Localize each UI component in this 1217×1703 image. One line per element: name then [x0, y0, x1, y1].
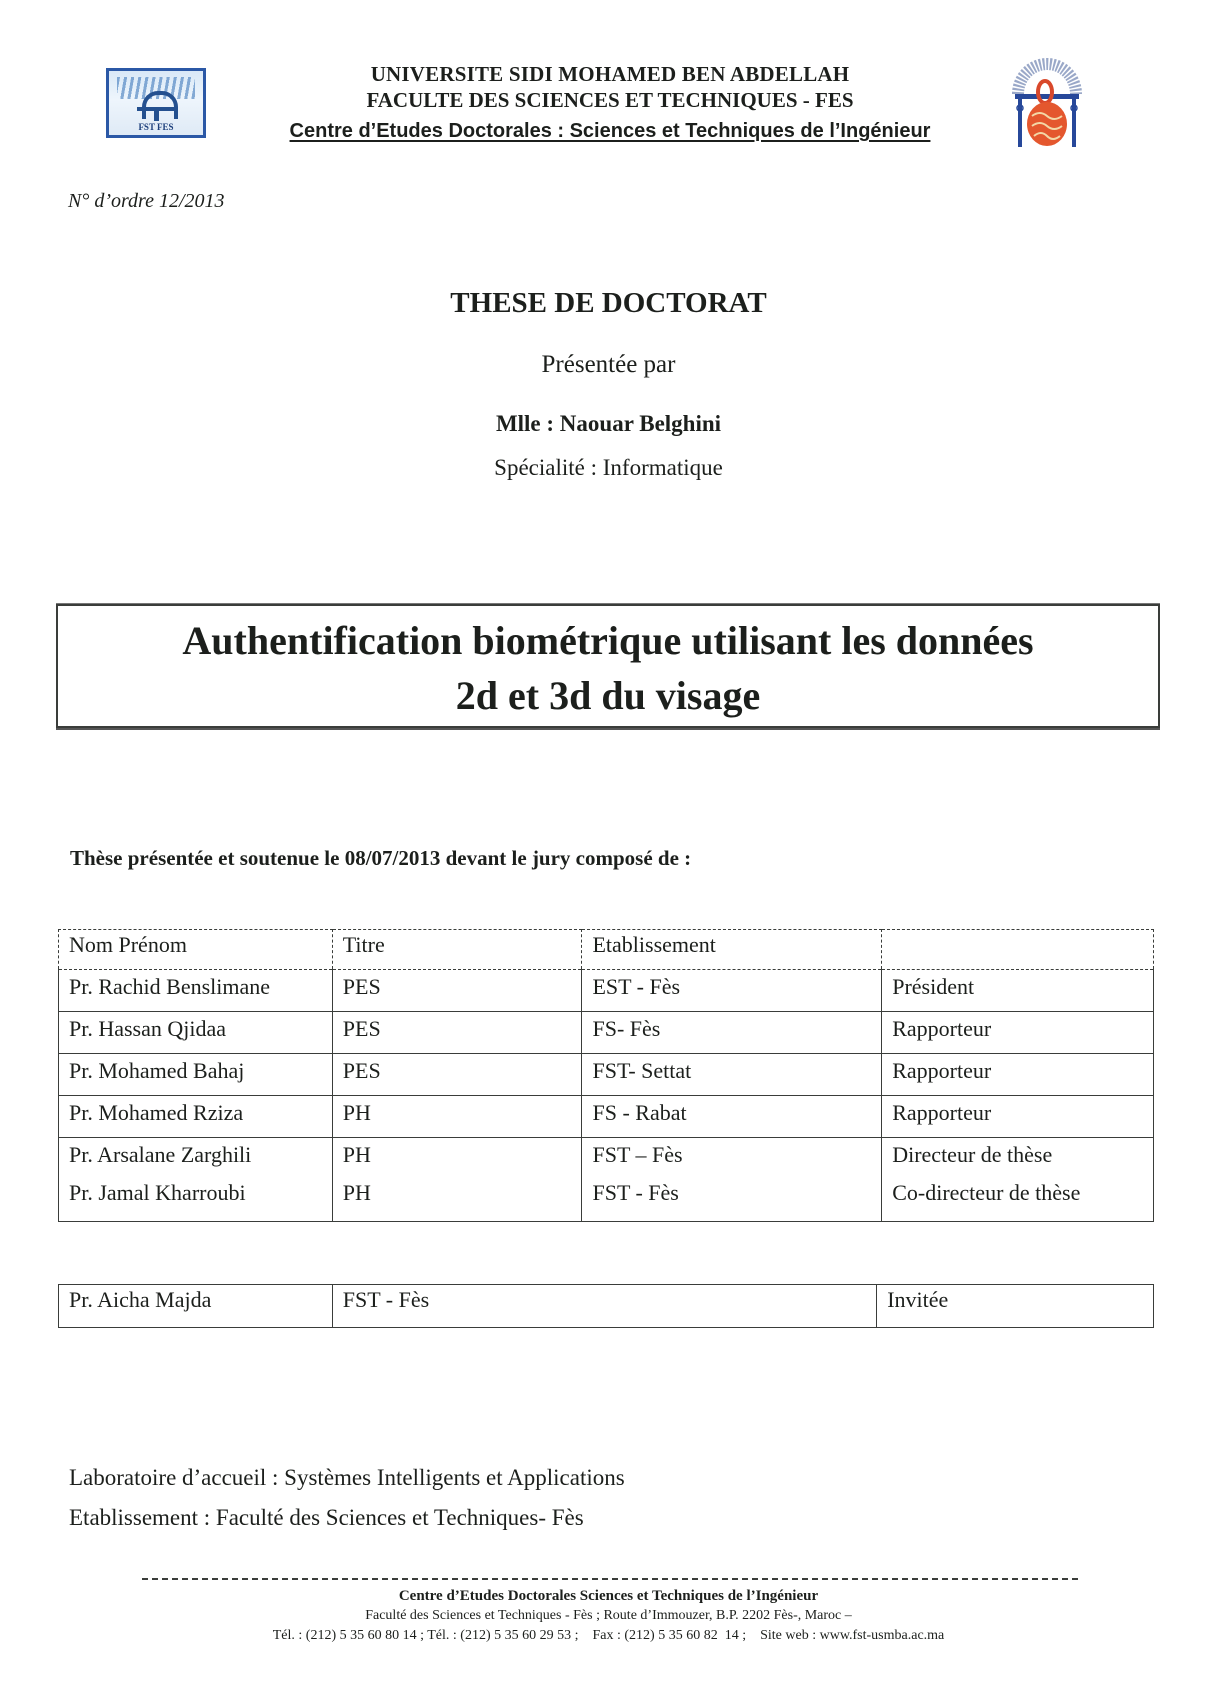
fst-fes-logo: [106, 68, 206, 138]
guest-role: Invitée: [877, 1285, 1154, 1328]
jury-title: PH: [332, 1138, 582, 1176]
jury-name: Pr. Rachid Benslimane: [59, 970, 333, 1012]
jury-table-header: [59, 930, 1154, 970]
header-title: Titre: [332, 930, 582, 970]
jury-name: Pr. Mohamed Rziza: [59, 1096, 333, 1138]
guest-table: [58, 1284, 1154, 1328]
presented-by-label: Présentée par: [541, 351, 676, 378]
jury-role: Rapporteur: [882, 1012, 1154, 1054]
jury-establishment: FST- Settat: [582, 1054, 882, 1096]
jury-table: [58, 929, 1154, 1222]
speciality: Spécialité : Informatique: [494, 455, 723, 480]
thesis-title-line1: Authentification biométrique utilisant les données: [182, 618, 1034, 663]
table-row: [59, 1138, 1154, 1176]
table-row: [59, 1285, 1154, 1328]
thesis-type: THESE DE DOCTORAT: [450, 287, 767, 319]
table-row: [59, 1012, 1154, 1054]
university-crest-icon: [1012, 58, 1082, 150]
logo-text: FST FES: [138, 122, 174, 132]
table-row: [59, 1054, 1154, 1096]
order-number: N° d’ordre 12/2013: [68, 190, 225, 212]
jury-role: Rapporteur: [882, 1096, 1154, 1138]
guest-establishment: FST - Fès: [332, 1285, 876, 1328]
footer-contact: Tél. : (212) 5 35 60 80 14 ; Tél. : (212) 5 35 60 29 53 ; Fax : (212) 5 35 60 82 14 ; Site web : www.fst-usmba.ac.ma: [272, 1628, 945, 1643]
jury-title: PES: [332, 1012, 582, 1054]
establishment: Etablissement : Faculté des Sciences et Techniques- Fès: [69, 1505, 584, 1530]
host-laboratory: Laboratoire d’accueil : Systèmes Intelligents et Applications: [69, 1465, 625, 1490]
jury-name: Pr. Mohamed Bahaj: [59, 1054, 333, 1096]
jury-role: Président: [882, 970, 1154, 1012]
jury-name: Pr. Arsalane Zarghili: [59, 1138, 333, 1176]
jury-role: Co-directeur de thèse: [882, 1176, 1154, 1222]
jury-role: Directeur de thèse: [882, 1138, 1154, 1176]
jury-title: PH: [332, 1096, 582, 1138]
jury-establishment: FS - Rabat: [582, 1096, 882, 1138]
thesis-title-box: [56, 604, 1160, 728]
jury-establishment: FST - Fès: [582, 1176, 882, 1222]
jury-name: Pr. Jamal Kharroubi: [59, 1176, 333, 1222]
faculty-name: FACULTE DES SCIENCES ET TECHNIQUES - FES: [366, 88, 854, 112]
jury-title: PES: [332, 970, 582, 1012]
table-row: [59, 1096, 1154, 1138]
jury-intro: Thèse présentée et soutenue le 08/07/2013 devant le jury composé de :: [70, 846, 692, 870]
jury-role: Rapporteur: [882, 1054, 1154, 1096]
guest-name: Pr. Aicha Majda: [59, 1285, 333, 1328]
jury-name: Pr. Hassan Qjidaa: [59, 1012, 333, 1054]
university-name: UNIVERSITE SIDI MOHAMED BEN ABDELLAH: [370, 62, 850, 86]
footer-divider: [142, 1578, 1078, 1580]
logo-arch: [142, 91, 178, 119]
footer-center-name: Centre d’Etudes Doctorales Sciences et Techniques de l’Ingénieur: [398, 1588, 819, 1604]
header-name: Nom Prénom: [59, 930, 333, 970]
jury-establishment: EST - Fès: [582, 970, 882, 1012]
jury-establishment: FST – Fès: [582, 1138, 882, 1176]
header-establishment: Etablissement: [582, 930, 882, 970]
footer-address: Faculté des Sciences et Techniques - Fès ; Route d’Immouzer, B.P. 2202 Fès-, Maroc –: [365, 1608, 852, 1623]
logo-stem: [154, 107, 159, 121]
jury-title: PES: [332, 1054, 582, 1096]
doctoral-center: Centre d’Etudes Doctorales : Sciences et Techniques de l’Ingénieur: [289, 120, 931, 142]
jury-establishment: FS- Fès: [582, 1012, 882, 1054]
table-row: [59, 970, 1154, 1012]
candidate-name: Mlle : Naouar Belghini: [495, 411, 722, 436]
jury-title: PH: [332, 1176, 582, 1222]
header-role: [882, 930, 1154, 970]
table-row: [59, 1176, 1154, 1222]
thesis-title-line2: 2d et 3d du visage: [455, 673, 761, 718]
